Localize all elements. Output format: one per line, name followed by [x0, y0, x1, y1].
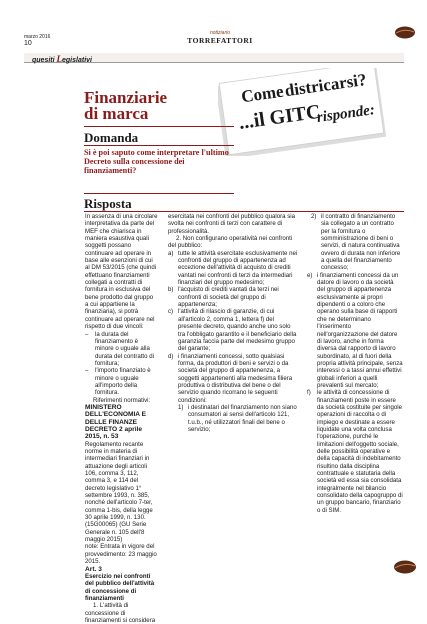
list-item: e) i finanziamenti concessi da un datore di lavoro o da società del gruppo di appartenenza esclusivamente ai propri dipendenti o a coloro che operano sulla base di rapporti che ne determinano l'inserimento nell'organizzazione del datore di lavoro, anche in forma diversa dal rapporto di lavoro subordinato, al di fuori della propria attività principale, senza interessi o a tassi annui effettivi globali inferiori a quelli prevalenti sul mercato;: [307, 271, 403, 389]
list-item: d) i finanziamenti concessi, sotto qualsiasi forma, da produttori di beni e servizi o da società del gruppo di appartenenza, a soggetti appartenenti alla medesima filiera produttiva o distributiva del bene o del servizio quando ricorrano le seguenti condizioni:: [168, 352, 293, 404]
decree-text: Regolamento recante norme in materia di intermediari finanziari in attuazione degli articoli 106, comma 3, 112, comma 3, e 114 del decreto legislativo 1° settembre 1993, n. 385, nonché dell'articolo 7-ter, comma 1-bis, della legge 30 aprile 1999, n. 130. (15G00065) (GU Serie Generale n. 105 dell'8 maggio 2015): [85, 440, 153, 544]
coffee-bean-icon: [394, 26, 416, 39]
badge-line4: risponde:: [315, 102, 376, 127]
article-subtitle: Esercizio nei confronti del pubblico dell'attività di concessione di finanziamenti: [85, 572, 155, 602]
question-rule: [84, 145, 234, 146]
answer-rule: [84, 211, 404, 212]
question-bottom-rule: [84, 193, 234, 194]
references-label: Riferimenti normativi:: [93, 396, 151, 404]
badge-line2: districarsi?: [283, 69, 368, 101]
logo-title: TORREFATTORI: [187, 36, 253, 45]
question-text: Si è poi saputo come interpretare l'ultimo Decreto sulla concessione dei finanziamenti?: [84, 148, 229, 175]
list-item: f) le attività di concessione di finanziamenti poste in essere da società costituite per singole operazioni di raccolta o di impiego e destinate a essere liquidate una volta conclusa l'operazione, purché le limitazioni dell'oggetto sociale, delle possibilità operative e della capacità di indebitamento risultino dalla disciplina contrattuale e statutaria della società ed essa sia consolidata integralmente nel bilancio consolidato della capogruppo di un gruppo bancario, finanziario o di SIM.: [307, 389, 403, 514]
answer-heading: Risposta: [84, 196, 132, 211]
badge-line1: Come: [239, 81, 285, 107]
article-number: Art. 3: [85, 565, 102, 573]
column-2: [168, 213, 298, 433]
list-item: – la durata del finanziamento è minore o uguale alla durata del contratto di fornitura;: [85, 330, 154, 367]
logo-subtitle: notiziario: [209, 30, 230, 36]
title-rule: [84, 126, 234, 127]
list-item: a) tutte le attività esercitate esclusivamente nei confronti del gruppo di appartenenza ad eccezione dell'attività di acquisto di crediti vantati nei confronti di terzi da intermediari finanziari del gruppo medesimo;: [168, 249, 298, 287]
list-item: 2) il contratto di finanziamento sia collegato a un contratto per la fornitura o somministrazione di beni o servizi, di natura continuativa ovvero di durata non inferiore a quella del finanziamento concesso;: [311, 213, 401, 272]
badge-line3: ...il GITC: [237, 100, 322, 134]
gitc-badge: [218, 68, 388, 156]
list-item: c) l'attività di rilascio di garanzie, di cui all'articolo 2, comma 1, lettera f) del presente decreto, quando anche uno solo tra l'obbligato garantito e il beneficiario della garanzia faccia parte del medesimo gruppo del garante;: [168, 308, 297, 353]
article-paragraph: 2. Non configurano operatività nei confronti del pubblico:: [168, 235, 293, 250]
rubric-label: quesiti Legislativi: [32, 54, 92, 64]
question-heading: Domanda: [84, 130, 139, 145]
decree-note: note: Entrata in vigore del provvedimento: 23 maggio 2015.: [85, 543, 157, 566]
page-number: 10: [24, 40, 32, 47]
article-title: Finanziarie di marca: [84, 88, 168, 123]
column-3: [307, 213, 403, 514]
list-item: 1) i destinatari del finanziamento non siano consumatori ai sensi dell'articolo 121, t.u.b., né utilizzatori finali del bene o servizio;: [178, 403, 297, 433]
list-item: b) l'acquisto di crediti vantati da terzi nei confronti di società del gruppo di appartenenza;: [168, 286, 279, 309]
decree-heading: MINISTERO DELL'ECONOMIA E DELLE FINANZE DECRETO 2 aprile 2015, n. 53: [85, 403, 147, 441]
answer-paragraph: In assenza di una circolare interpretativa da parte del MEF che chiarisca in maniera esaustiva quali soggetti possano continuare ad operare in base alle esenzioni di cui al DM 53/2015 (che quindi effettuano finanziamenti collegati a contratti di fornitura in esclusiva del bene prodotto dal gruppo a cui appartiene la finanziaria), si potrà continuare ad operare nel rispetto di due vincoli:: [85, 213, 158, 331]
list-item: – l'importo finanziato è minore o uguale all'importo della fornitura.: [85, 367, 151, 397]
article-paragraph: esercitata nei confronti del pubblico qualora sia svolta nei confronti di terzi con carattere di professionalità.: [168, 213, 296, 235]
issue-date: marzo 2016: [24, 34, 51, 40]
magazine-logo: [185, 30, 255, 45]
article-paragraph: 1. L'attività di concessione di finanziamenti si considera: [85, 602, 156, 624]
column-1: [85, 213, 158, 624]
coffee-bean-icon: [393, 560, 417, 574]
